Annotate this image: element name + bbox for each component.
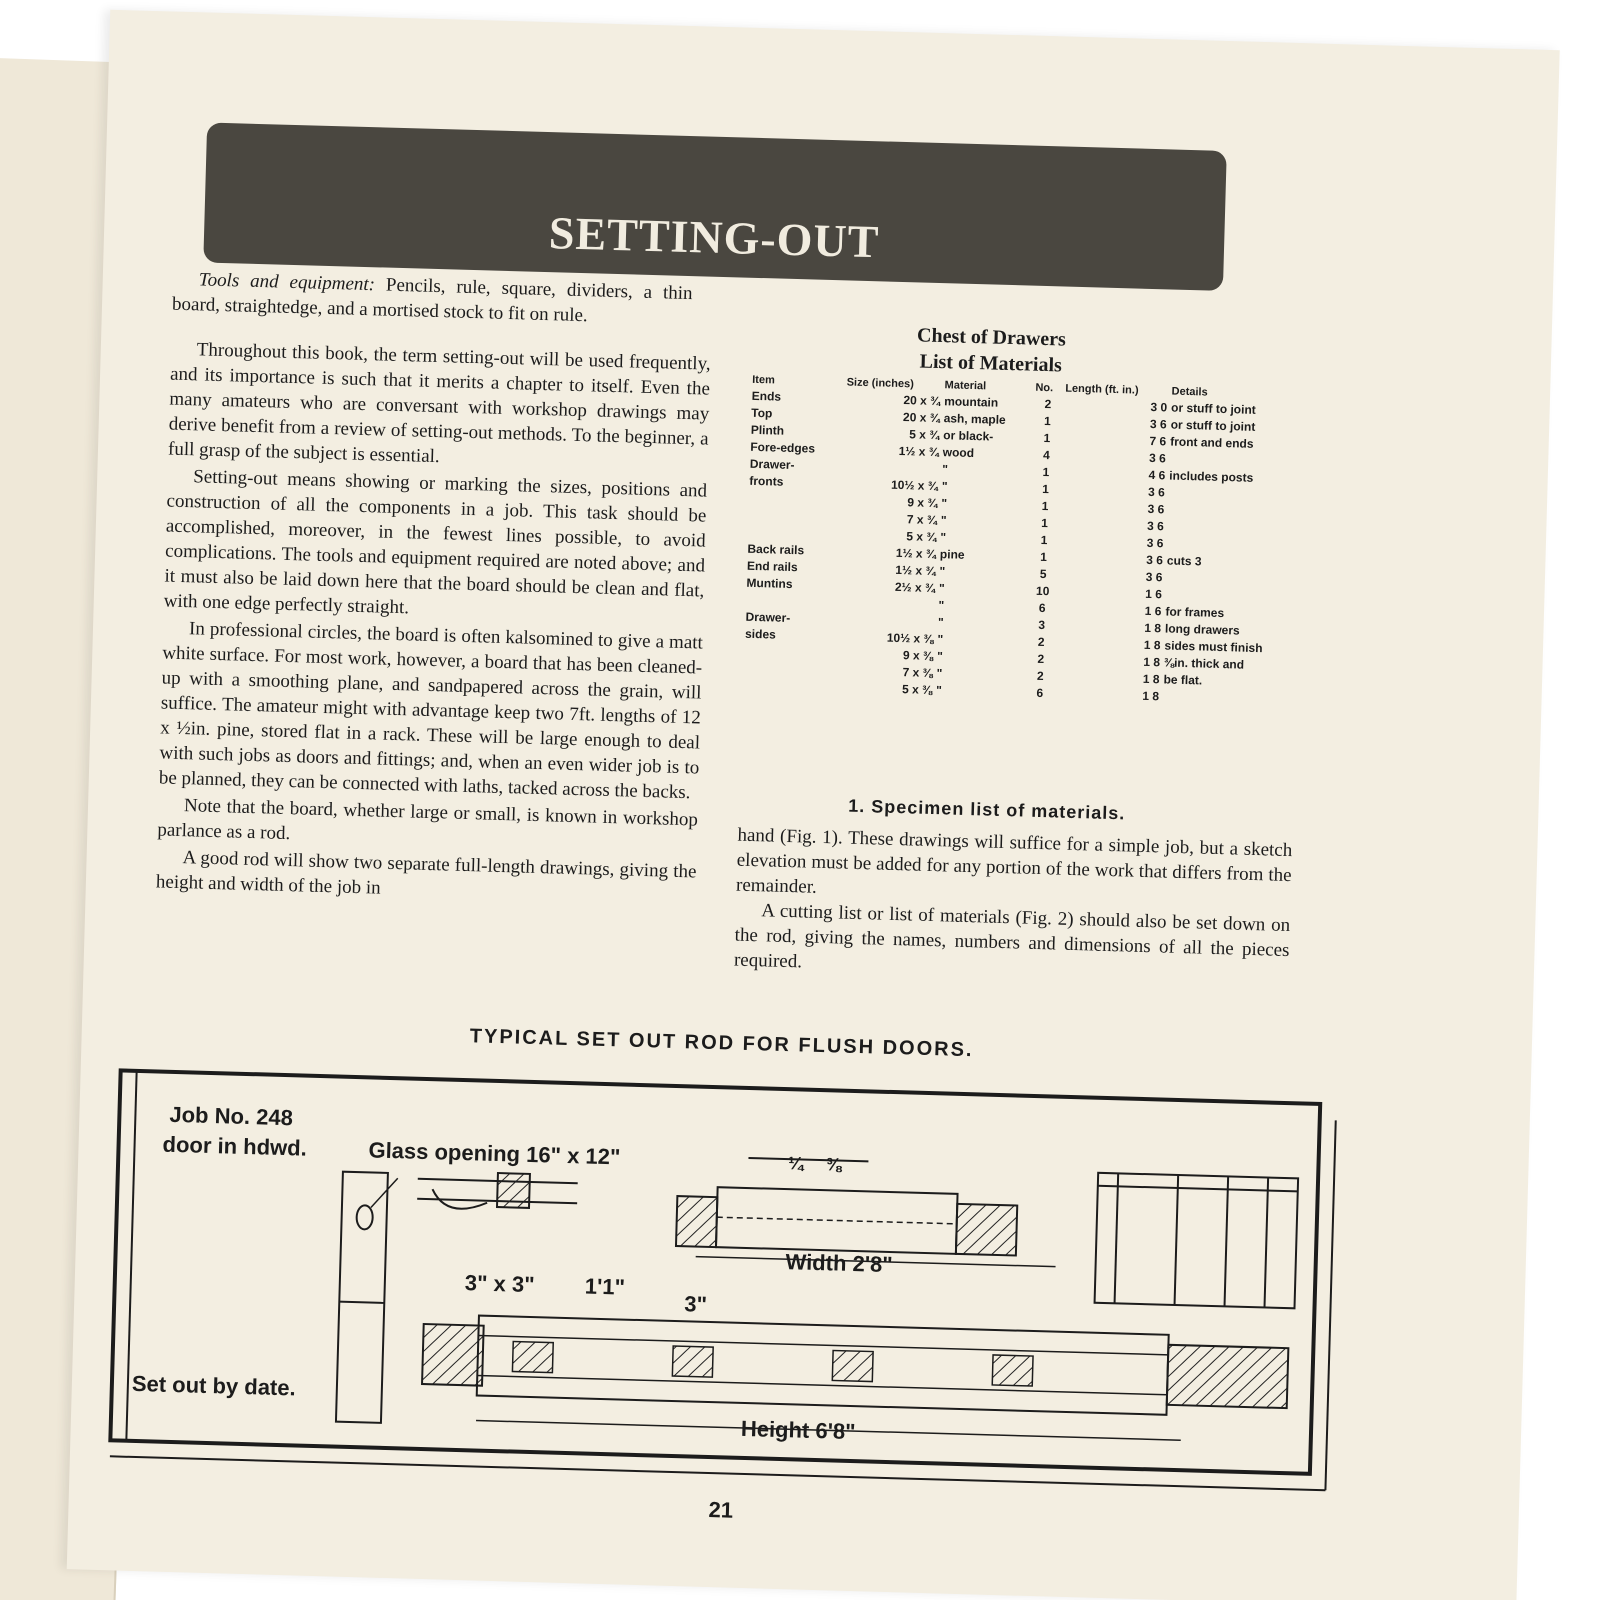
cell-item: Plinth [750,422,785,438]
header-material: Material [944,379,987,393]
rod-title: TYPICAL SET OUT ROD FOR FLUSH DOORS. [469,1025,974,1062]
cell-item: fronts [749,473,784,489]
cell-size: 7 x ¾ [906,511,938,527]
figure-caption: 1. Specimen list of materials. [848,795,1126,824]
job-description: door in hdwd. [162,1131,308,1161]
title-banner [203,123,1227,291]
muntin-section-4 [992,1355,1033,1386]
header-size: Size (inches) [846,376,915,391]
cell-material: mountain [943,393,999,410]
height-label: Height 6'8" [740,1415,856,1445]
cell-details: or stuff to joint [1170,417,1256,434]
paragraph-3: In professional circles, the board is often kalsomined to give a matt white surface. For most work, however, a board that has been cleaned-up with a smoothing plane, and sandpapered across the grain, will suffice. The amateur might with advantage keep two 7ft. lengths of 12 x ½in. pine, stored flat in a rack. These will be large enough to deal with such jobs as doors and fittings; and, when an even wider job is to be planned, they can be connected with laths, tacked across the backs. [158,618,704,804]
cell-item: Fore-edges [750,439,816,456]
materials-body [741,387,1309,709]
paragraph-4: Note that the board, whether large or small, is known in workshop parlance as a rod. [157,795,699,845]
height-rail-right [1167,1345,1289,1408]
cell-length: 3 6 [1148,450,1166,465]
materials-title-line2: List of Materials [919,350,1063,377]
cell-size: 5 x ¾ [906,528,937,544]
cell-size: 5 x ⅜ [901,681,933,697]
cell-material: " [937,631,944,646]
door-stile-section [336,1172,388,1423]
cell-details: long drawers [1164,620,1240,638]
cell-details: be flat. [1163,671,1203,688]
cell-no: 1 [1043,430,1051,445]
cell-length: 1 6 [1145,586,1163,601]
cell-no: 2 [1037,634,1045,649]
cell-material: " [936,665,943,680]
cell-material: or black- [943,427,994,444]
cell-details: sides must finish [1164,637,1263,655]
cell-material: " [935,682,943,697]
rod-border-shadow [110,1456,1326,1490]
cell-details [1161,687,1302,708]
cell-length: 3 6 [1147,501,1165,516]
cell-no: 10 [1035,583,1050,598]
cell-size: 20 x ¾ [902,409,940,425]
cell-material: " [941,478,948,493]
cell-no: 1 [1042,481,1050,496]
cell-size: 1½ x ¾ [898,443,939,459]
cell-details: ⅜in. thick and [1163,654,1245,672]
dim-1-1: 1'1" [584,1273,626,1300]
cell-size: 9 x ¾ [907,494,938,510]
cell-length: 7 6 [1149,433,1167,448]
cell-no: 3 [1038,617,1046,632]
cell-item [741,676,836,696]
cell-details: for frames [1165,603,1225,620]
materials-table [741,373,1310,709]
cell-no: 6 [1038,600,1046,615]
cell-no: 1 [1041,515,1049,530]
cell-length: 3 6 [1146,518,1165,533]
cell-length: 3 0 [1150,399,1168,414]
cell-material: " [938,580,945,595]
cell-no: 1 [1040,532,1048,547]
cell-no: 1 [1041,498,1049,513]
cell-length: 4 6 [1148,467,1166,482]
cell-length: 3 6 [1149,416,1167,431]
cell-details: includes posts [1169,468,1254,485]
cell-no: 4 [1042,447,1051,462]
cell-length: 3 6 [1146,535,1164,550]
cell-length: 3 6 [1145,569,1163,584]
cell-item: Drawer- [745,609,791,625]
cell-size: 10½ x ¾ [890,477,939,493]
thickness-dim-line [748,1158,868,1161]
tools-label: Tools and equipment: [198,269,376,296]
cell-size: 9 x ⅜ [902,647,934,663]
dim-3: 3" [684,1291,708,1317]
cell-item: sides [744,626,776,642]
cell-no: 5 [1039,566,1047,581]
rod-drawing [90,1050,1361,1505]
cell-material: " [936,648,943,663]
width-label: Width 2'8" [785,1249,894,1278]
cell-item: Ends [751,388,782,404]
cell-material: " [939,563,946,578]
header-details: Details [1171,385,1208,399]
cell-material: pine [939,546,965,562]
muntin-section-3 [832,1350,873,1381]
cell-length: 1 8 [1143,654,1161,669]
muntin-section-2 [672,1346,713,1377]
cell-length: 1 8 [1144,620,1162,635]
paragraph-2: Setting-out means showing or marking the sizes, positions and construction of all the components in a job. This task should be accomplished, moreover, in the fewest lines possible, to avoid complications. The tools and equipment required are noted above; and it must also be laid down here that the board should be clean and flat, with one edge perfectly straight. [163,466,708,619]
glass-opening-label: Glass opening 16" x 12" [368,1137,621,1170]
width-stile-left [676,1196,717,1247]
dim-3x3: 3" x 3" [464,1270,535,1298]
cell-size: 10½ x ⅜ [886,630,934,646]
header-length: Length (ft. in.) [1065,382,1139,397]
paragraph-5: A good rod will show two separate full-length drawings, giving the height and width of the job in [155,847,697,899]
cell-size: 2½ x ¾ [894,579,936,595]
tools-text: Pencils, rule, square, dividers, a thin board, straightedge, and a mortised stock to fit on rule. [171,274,693,327]
cell-material: " [940,512,947,527]
cell-details: front and ends [1170,434,1254,451]
lock-hole [356,1205,373,1229]
cell-size: 5 x ¾ [909,426,940,442]
cell-length: 1 8 [1142,688,1160,703]
cell-details: cuts 3 [1166,552,1202,568]
dim-three-eighths: ⅜ [826,1154,842,1175]
page-title: SETTING-OUT [548,206,881,267]
paragraph-6: hand (Fig. 1). These drawings will suffice for a simple job, but a sketch elevation must be added for any portion of the work that differs from the remainder. [735,824,1293,898]
height-section [477,1316,1169,1415]
cell-material: " [938,597,945,612]
cell-material: " [940,529,947,544]
width-stile-right [956,1204,1017,1256]
cell-length: 3 6 [1146,552,1164,567]
paragraph-7: A cutting list or list of materials (Fig. 2) should also be set down on the rod, giving the names, numbers and dimensions of all the pieces required. [733,900,1291,973]
cell-length: 3 6 [1147,484,1166,499]
job-number: Job No. 248 [169,1101,294,1131]
cell-length: 1 6 [1144,603,1162,618]
header-item: Item [752,373,775,387]
dim-quarter: ¼ [788,1153,804,1174]
cell-size: 7 x ⅜ [902,664,933,680]
cell-material: " [942,461,949,476]
rod-border-shadow-right [1325,1120,1335,1490]
materials-title-line1: Chest of Drawers [916,324,1067,351]
cell-size: 1½ x ¾ [895,562,936,578]
left-column [156,337,711,912]
cell-length: 1 8 [1143,637,1161,652]
cell-no: 1 [1040,549,1048,564]
paragraph-1: Throughout this book, the term setting-out will be used frequently, and its importance is such that it merits a chapter to itself. Even the many amateurs who are conversant with workshop drawings may derive benefit from a review of setting-out methods. To the beginner, a full grasp of the subject is essential. [167,339,711,468]
cell-item: Drawer- [749,456,795,472]
cell-no: 6 [1036,685,1044,700]
cell-size: 20 x ¾ [903,392,941,408]
header-no: No. [1035,381,1054,395]
cell-no: 1 [1043,413,1051,428]
cell-material: " [937,614,944,629]
cell-material: " [941,495,948,510]
height-rail-left [422,1324,484,1386]
cell-item: Muntins [746,575,793,591]
materials-title [860,321,1121,380]
cell-details: or stuff to joint [1170,400,1257,417]
cell-item: End rails [746,558,798,574]
muntin-section-1 [512,1342,553,1373]
set-out-note: Set out by date. [131,1370,297,1401]
cell-no: 2 [1036,668,1044,683]
cell-size: 1½ x ¾ [895,545,937,561]
right-column [734,823,1293,988]
glass-bead-section [497,1173,530,1208]
tools-paragraph [172,267,693,333]
cell-no: 1 [1042,464,1050,479]
cell-length: 1 8 [1142,671,1160,686]
cell-no: 2 [1044,396,1052,411]
cell-material: ash, maple [943,410,1006,427]
cell-material: wood [942,444,975,460]
book-page [67,10,1560,1600]
page-number: 21 [708,1497,734,1523]
cell-no: 2 [1037,651,1045,666]
cell-item: Top [751,405,773,420]
cell-item: Back rails [747,541,805,557]
